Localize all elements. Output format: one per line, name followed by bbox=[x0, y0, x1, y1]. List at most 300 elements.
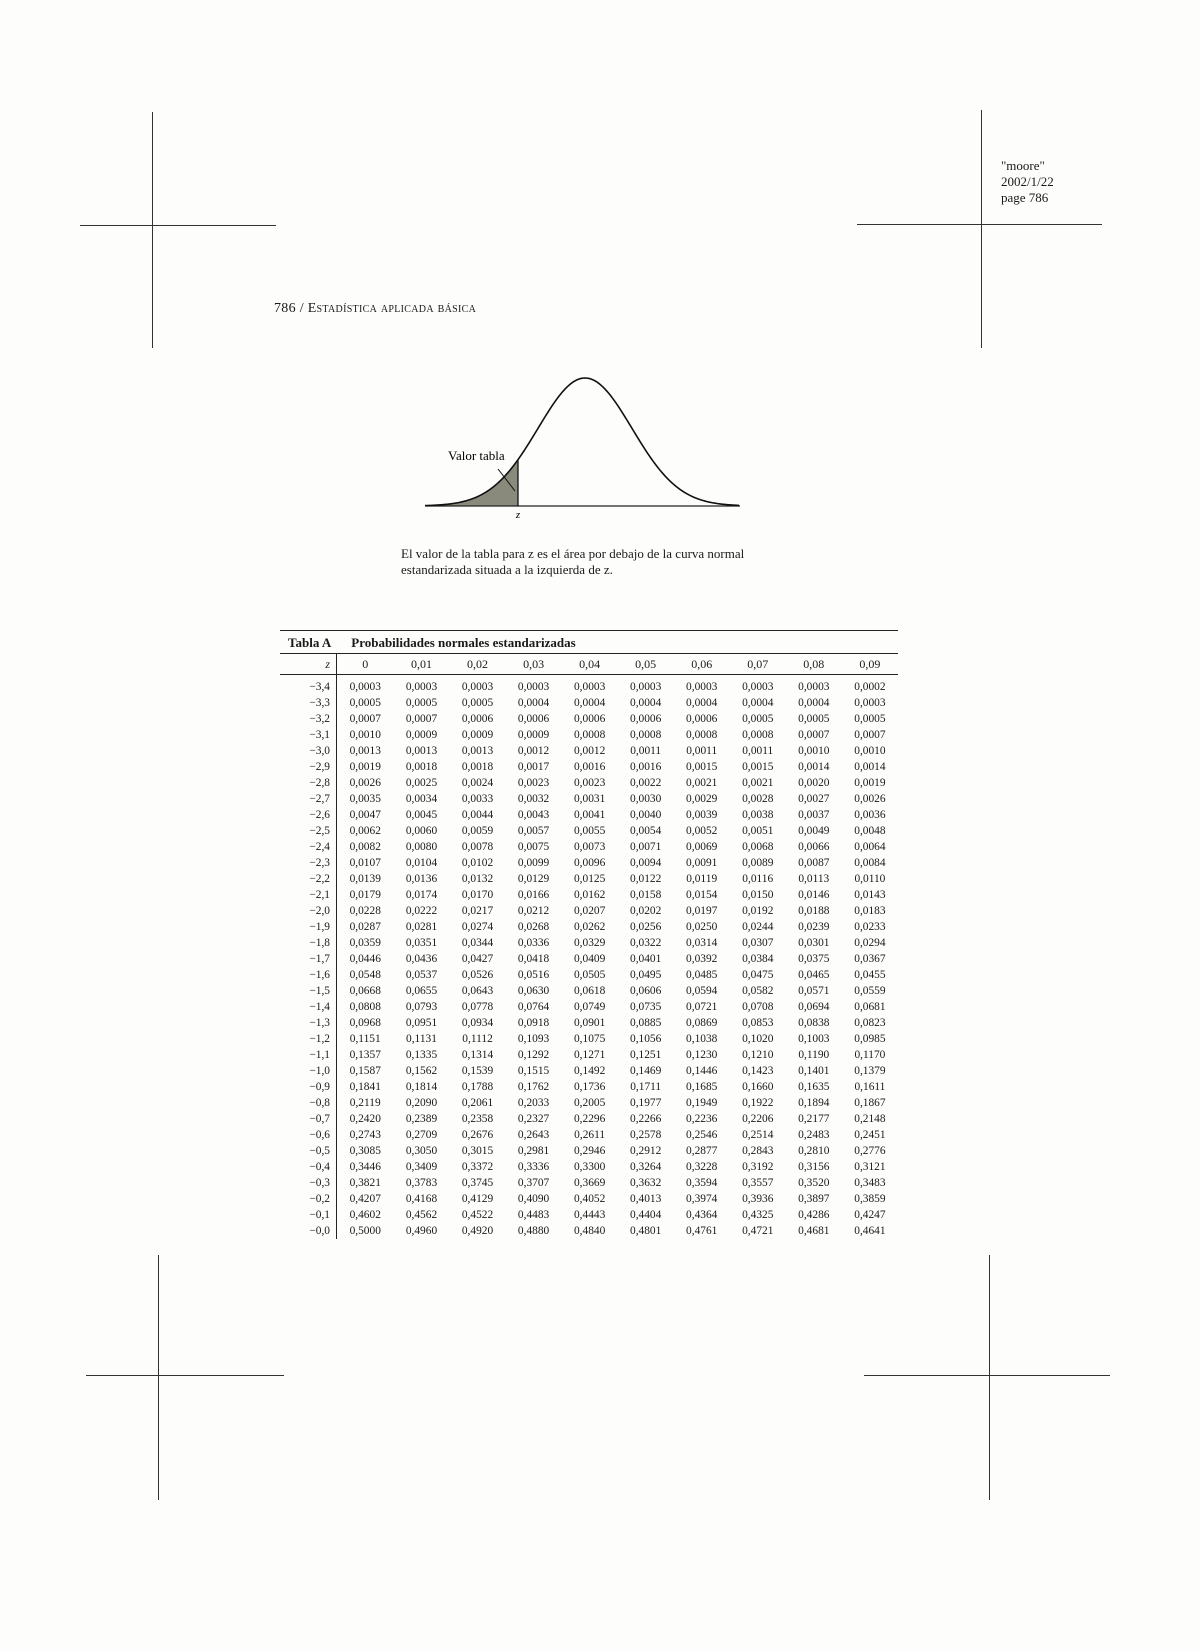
probability-cell: 0,0934 bbox=[461, 1017, 494, 1029]
probability-cell: 0,0212 bbox=[517, 905, 550, 917]
z-value-cell: −0,2 bbox=[280, 1191, 337, 1207]
probability-cell: 0,0749 bbox=[573, 1001, 606, 1013]
probability-cell: 0,0084 bbox=[854, 857, 886, 869]
probability-cell: 0,0009 bbox=[461, 729, 494, 741]
probability-cell: 0,4801 bbox=[630, 1225, 662, 1237]
probability-cell: 0,0119 bbox=[686, 873, 718, 885]
table-row bbox=[280, 1207, 898, 1223]
probability-cell: 0,1867 bbox=[854, 1097, 886, 1109]
probability-cell: 0,0643 bbox=[461, 985, 494, 997]
probability-cell: 0,1841 bbox=[349, 1081, 381, 1093]
probability-cell: 0,0059 bbox=[461, 825, 494, 837]
book-title: Estadística aplicada básica bbox=[307, 301, 477, 316]
probability-cell: 0,0630 bbox=[517, 985, 550, 997]
probability-cell: 0,0256 bbox=[630, 921, 662, 933]
probability-cell: 0,0132 bbox=[461, 873, 494, 885]
probability-cell: 0,0071 bbox=[630, 841, 662, 853]
probability-cell: 0,0009 bbox=[405, 729, 438, 741]
probability-cell: 0,4562 bbox=[405, 1209, 438, 1221]
probability-cell: 0,0122 bbox=[630, 873, 662, 885]
probability-cell: 0,0036 bbox=[854, 809, 886, 821]
probability-cell: 0,0239 bbox=[798, 921, 830, 933]
probability-cell: 0,1492 bbox=[573, 1065, 606, 1077]
probability-cell: 0,0010 bbox=[854, 745, 886, 757]
table-row bbox=[280, 727, 898, 743]
probability-cell: 0,1922 bbox=[742, 1097, 774, 1109]
crop-mark-bottom-left-horizontal bbox=[86, 1375, 284, 1376]
probability-cell: 0,1357 bbox=[349, 1049, 381, 1061]
z-value-cell: −2,4 bbox=[280, 839, 337, 855]
probability-cell: 0,0113 bbox=[798, 873, 830, 885]
probability-cell: 0,0026 bbox=[349, 777, 381, 789]
z-value-cell: −0,5 bbox=[280, 1143, 337, 1159]
probability-cell: 0,2611 bbox=[574, 1129, 606, 1141]
probability-cell: 0,1515 bbox=[517, 1065, 550, 1077]
probability-cell: 0,0005 bbox=[742, 713, 774, 725]
probability-cell: 0,0375 bbox=[798, 953, 830, 965]
probability-cell: 0,0951 bbox=[405, 1017, 438, 1029]
probability-cell: 0,0060 bbox=[405, 825, 438, 837]
probability-cell: 0,3483 bbox=[854, 1177, 886, 1189]
probability-cell: 0,0003 bbox=[517, 681, 550, 693]
probability-cell: 0,4052 bbox=[573, 1193, 606, 1205]
probability-cell: 0,1271 bbox=[573, 1049, 606, 1061]
probability-cell: 0,0003 bbox=[573, 681, 606, 693]
probability-cell: 0,3783 bbox=[405, 1177, 438, 1189]
probability-cell: 0,0495 bbox=[630, 969, 662, 981]
probability-cell: 0,2810 bbox=[798, 1145, 830, 1157]
probability-cell: 0,0003 bbox=[854, 697, 886, 709]
probability-cell: 0,0035 bbox=[349, 793, 381, 805]
probability-cell: 0,0018 bbox=[405, 761, 438, 773]
probability-cell: 0,0853 bbox=[742, 1017, 774, 1029]
probability-cell: 0,4840 bbox=[573, 1225, 606, 1237]
probability-cell: 0,4129 bbox=[461, 1193, 494, 1205]
z-value-cell: −3,0 bbox=[280, 743, 337, 759]
probability-cell: 0,2327 bbox=[517, 1113, 550, 1125]
table-label: Tabla A bbox=[288, 635, 332, 650]
probability-cell: 0,3192 bbox=[742, 1161, 774, 1173]
column-header: 0,01 bbox=[393, 654, 449, 675]
probability-cell: 0,3594 bbox=[686, 1177, 718, 1189]
z-value-cell: −0,3 bbox=[280, 1175, 337, 1191]
probability-cell: 0,0002 bbox=[854, 681, 886, 693]
probability-cell: 0,0020 bbox=[798, 777, 830, 789]
z-value-cell: −3,2 bbox=[280, 711, 337, 727]
z-value-cell: −2,8 bbox=[280, 775, 337, 791]
probability-cell: 0,0052 bbox=[686, 825, 718, 837]
probability-cell: 0,0401 bbox=[630, 953, 662, 965]
probability-cell: 0,2946 bbox=[573, 1145, 606, 1157]
probability-cell: 0,0019 bbox=[854, 777, 886, 789]
table-row bbox=[280, 1175, 898, 1191]
column-header: 0,06 bbox=[674, 654, 730, 675]
probability-cell: 0,4681 bbox=[798, 1225, 830, 1237]
probability-cell: 0,0158 bbox=[630, 889, 662, 901]
column-header: 0,09 bbox=[842, 654, 898, 675]
probability-cell: 0,3669 bbox=[573, 1177, 606, 1189]
probability-cell: 0,0606 bbox=[630, 985, 662, 997]
probability-cell: 0,0024 bbox=[461, 777, 494, 789]
probability-cell: 0,4404 bbox=[630, 1209, 662, 1221]
probability-cell: 0,4090 bbox=[517, 1193, 550, 1205]
probability-cell: 0,0329 bbox=[573, 937, 606, 949]
probability-cell: 0,0322 bbox=[630, 937, 662, 949]
probability-cell: 0,2033 bbox=[517, 1097, 550, 1109]
table-row bbox=[280, 855, 898, 871]
probability-cell: 0,0021 bbox=[742, 777, 774, 789]
z-value-cell: −1,2 bbox=[280, 1031, 337, 1047]
z-value-cell: −2,1 bbox=[280, 887, 337, 903]
probability-cell: 0,0054 bbox=[630, 825, 662, 837]
table-row bbox=[280, 903, 898, 919]
probability-cell: 0,0008 bbox=[573, 729, 606, 741]
table-row bbox=[280, 1159, 898, 1175]
table-row bbox=[280, 823, 898, 839]
probability-cell: 0,0013 bbox=[405, 745, 438, 757]
probability-cell: 0,2119 bbox=[349, 1097, 381, 1109]
probability-cell: 0,0004 bbox=[573, 697, 606, 709]
probability-cell: 0,0294 bbox=[854, 937, 886, 949]
z-value-cell: −1,6 bbox=[280, 967, 337, 983]
probability-cell: 0,0047 bbox=[349, 809, 381, 821]
probability-cell: 0,0022 bbox=[630, 777, 662, 789]
probability-cell: 0,0010 bbox=[798, 745, 830, 757]
probability-cell: 0,0027 bbox=[798, 793, 830, 805]
probability-cell: 0,0222 bbox=[405, 905, 438, 917]
table-row bbox=[280, 999, 898, 1015]
probability-cell: 0,0446 bbox=[349, 953, 381, 965]
probability-cell: 0,0040 bbox=[630, 809, 662, 821]
probability-cell: 0,1038 bbox=[686, 1033, 718, 1045]
probability-cell: 0,2776 bbox=[854, 1145, 886, 1157]
table-row bbox=[280, 807, 898, 823]
probability-cell: 0,1230 bbox=[686, 1049, 718, 1061]
probability-cell: 0,0004 bbox=[742, 697, 774, 709]
probability-cell: 0,2358 bbox=[461, 1113, 494, 1125]
probability-cell: 0,1814 bbox=[405, 1081, 438, 1093]
probability-cell: 0,0045 bbox=[405, 809, 438, 821]
column-header: 0,03 bbox=[506, 654, 562, 675]
probability-cell: 0,0034 bbox=[405, 793, 438, 805]
probability-cell: 0,0009 bbox=[517, 729, 550, 741]
probability-cell: 0,0043 bbox=[517, 809, 550, 821]
probability-cell: 0,0006 bbox=[461, 713, 494, 725]
table-row bbox=[280, 951, 898, 967]
column-header: 0,02 bbox=[450, 654, 506, 675]
probability-cell: 0,0028 bbox=[742, 793, 774, 805]
probability-cell: 0,1379 bbox=[854, 1065, 886, 1077]
probability-cell: 0,0274 bbox=[461, 921, 494, 933]
z-axis-label: z bbox=[515, 509, 521, 520]
probability-cell: 0,0436 bbox=[405, 953, 438, 965]
normal-curve bbox=[425, 378, 739, 506]
probability-cell: 0,3372 bbox=[461, 1161, 494, 1173]
probability-cell: 0,2981 bbox=[517, 1145, 550, 1157]
probability-cell: 0,4207 bbox=[349, 1193, 381, 1205]
probability-cell: 0,0129 bbox=[517, 873, 550, 885]
probability-cell: 0,0016 bbox=[630, 761, 662, 773]
z-value-cell: −1,7 bbox=[280, 951, 337, 967]
figure-caption: El valor de la tabla para z es el área por debajo de la curva normal estandarizada situada a la izquierda de z. bbox=[401, 546, 745, 577]
normal-curve-svg bbox=[420, 370, 750, 520]
table-row bbox=[280, 775, 898, 791]
print-metadata bbox=[1001, 158, 1054, 206]
table-title bbox=[280, 631, 898, 653]
probability-cell: 0,4443 bbox=[573, 1209, 606, 1221]
probability-cell: 0,0526 bbox=[461, 969, 494, 981]
probability-cell: 0,5000 bbox=[349, 1225, 381, 1237]
probability-cell: 0,1401 bbox=[798, 1065, 830, 1077]
probability-cell: 0,1736 bbox=[573, 1081, 606, 1093]
table-row bbox=[280, 711, 898, 727]
column-header: 0,05 bbox=[618, 654, 674, 675]
table-row bbox=[280, 871, 898, 887]
table-row bbox=[280, 1191, 898, 1207]
probability-cell: 0,0559 bbox=[854, 985, 886, 997]
probability-cell: 0,2296 bbox=[573, 1113, 606, 1125]
probability-cell: 0,0183 bbox=[854, 905, 886, 917]
z-value-cell: −2,9 bbox=[280, 759, 337, 775]
probability-cell: 0,0143 bbox=[854, 889, 886, 901]
probability-cell: 0,0023 bbox=[517, 777, 550, 789]
probability-cell: 0,4247 bbox=[854, 1209, 886, 1221]
probability-table bbox=[280, 630, 898, 1239]
probability-cell: 0,0018 bbox=[461, 761, 494, 773]
probability-cell: 0,0192 bbox=[742, 905, 774, 917]
probability-cell: 0,0281 bbox=[405, 921, 438, 933]
probability-cell: 0,0003 bbox=[349, 681, 381, 693]
probability-cell: 0,0136 bbox=[405, 873, 438, 885]
probability-cell: 0,0150 bbox=[742, 889, 774, 901]
z-value-cell: −1,0 bbox=[280, 1063, 337, 1079]
z-value-cell: −0,9 bbox=[280, 1079, 337, 1095]
table-row bbox=[280, 1031, 898, 1047]
probability-cell: 0,0516 bbox=[517, 969, 550, 981]
table-row bbox=[280, 791, 898, 807]
table-caption: Probabilidades normales estandarizadas bbox=[351, 635, 576, 650]
probability-cell: 0,4761 bbox=[686, 1225, 718, 1237]
probability-cell: 0,0021 bbox=[686, 777, 718, 789]
probability-cell: 0,0102 bbox=[461, 857, 494, 869]
z-value-cell: −1,9 bbox=[280, 919, 337, 935]
probability-cell: 0,4920 bbox=[461, 1225, 494, 1237]
probability-cell: 0,0838 bbox=[798, 1017, 830, 1029]
z-value-cell: −0,4 bbox=[280, 1159, 337, 1175]
probability-cell: 0,0475 bbox=[742, 969, 774, 981]
z-value-cell: −1,4 bbox=[280, 999, 337, 1015]
z-table bbox=[280, 653, 898, 1239]
probability-cell: 0,2709 bbox=[405, 1129, 438, 1141]
probability-cell: 0,1762 bbox=[517, 1081, 550, 1093]
probability-cell: 0,0091 bbox=[686, 857, 718, 869]
probability-cell: 0,0007 bbox=[349, 713, 381, 725]
table-row bbox=[280, 1047, 898, 1063]
probability-cell: 0,0116 bbox=[742, 873, 774, 885]
probability-cell: 0,2451 bbox=[854, 1129, 886, 1141]
probability-cell: 0,1469 bbox=[630, 1065, 662, 1077]
probability-cell: 0,2236 bbox=[686, 1113, 718, 1125]
probability-cell: 0,0099 bbox=[517, 857, 550, 869]
crop-mark-bottom-left-vertical bbox=[158, 1255, 159, 1500]
probability-cell: 0,0014 bbox=[798, 761, 830, 773]
table-row bbox=[280, 759, 898, 775]
z-value-cell: −0,8 bbox=[280, 1095, 337, 1111]
probability-cell: 0,1562 bbox=[405, 1065, 438, 1077]
z-value-cell: −2,2 bbox=[280, 871, 337, 887]
probability-cell: 0,3936 bbox=[742, 1193, 774, 1205]
probability-cell: 0,1539 bbox=[461, 1065, 494, 1077]
probability-cell: 0,0005 bbox=[349, 697, 381, 709]
column-header: 0,04 bbox=[562, 654, 618, 675]
probability-cell: 0,0154 bbox=[686, 889, 718, 901]
probability-cell: 0,2912 bbox=[630, 1145, 662, 1157]
probability-cell: 0,0427 bbox=[461, 953, 494, 965]
probability-cell: 0,3085 bbox=[349, 1145, 381, 1157]
probability-cell: 0,3050 bbox=[405, 1145, 438, 1157]
probability-cell: 0,2643 bbox=[517, 1129, 550, 1141]
probability-cell: 0,0044 bbox=[461, 809, 494, 821]
table-header-row bbox=[280, 654, 898, 675]
probability-cell: 0,0016 bbox=[573, 761, 606, 773]
probability-cell: 0,3897 bbox=[798, 1193, 830, 1205]
probability-cell: 0,1292 bbox=[517, 1049, 550, 1061]
probability-cell: 0,0548 bbox=[349, 969, 381, 981]
probability-cell: 0,0019 bbox=[349, 761, 381, 773]
probability-cell: 0,0146 bbox=[798, 889, 830, 901]
probability-cell: 0,1611 bbox=[854, 1081, 886, 1093]
probability-cell: 0,0004 bbox=[686, 697, 718, 709]
probability-cell: 0,1587 bbox=[349, 1065, 381, 1077]
probability-cell: 0,0985 bbox=[854, 1033, 886, 1045]
z-value-cell: −0,0 bbox=[280, 1223, 337, 1239]
probability-cell: 0,0885 bbox=[630, 1017, 662, 1029]
probability-cell: 0,0008 bbox=[686, 729, 718, 741]
probability-cell: 0,0096 bbox=[573, 857, 606, 869]
probability-cell: 0,1056 bbox=[630, 1033, 662, 1045]
probability-cell: 0,0681 bbox=[854, 1001, 886, 1013]
probability-cell: 0,2061 bbox=[461, 1097, 494, 1109]
probability-cell: 0,0808 bbox=[349, 1001, 381, 1013]
probability-cell: 0,4602 bbox=[349, 1209, 381, 1221]
probability-cell: 0,0012 bbox=[517, 745, 550, 757]
z-value-cell: −3,1 bbox=[280, 727, 337, 743]
probability-cell: 0,0004 bbox=[517, 697, 550, 709]
meta-line: page 786 bbox=[1001, 190, 1049, 205]
probability-cell: 0,0008 bbox=[630, 729, 662, 741]
probability-cell: 0,3446 bbox=[349, 1161, 381, 1173]
probability-cell: 0,0455 bbox=[854, 969, 886, 981]
probability-cell: 0,0005 bbox=[798, 713, 830, 725]
meta-line: "moore" bbox=[1001, 158, 1045, 173]
probability-cell: 0,1210 bbox=[742, 1049, 774, 1061]
probability-cell: 0,0793 bbox=[405, 1001, 438, 1013]
probability-cell: 0,1788 bbox=[461, 1081, 494, 1093]
table-row bbox=[280, 675, 898, 696]
probability-cell: 0,0006 bbox=[517, 713, 550, 725]
probability-cell: 0,0618 bbox=[573, 985, 606, 997]
crop-mark-bottom-right-horizontal bbox=[864, 1375, 1110, 1376]
probability-cell: 0,2743 bbox=[349, 1129, 381, 1141]
probability-cell: 0,0064 bbox=[854, 841, 886, 853]
probability-cell: 0,0485 bbox=[686, 969, 718, 981]
probability-cell: 0,0104 bbox=[405, 857, 438, 869]
probability-cell: 0,4286 bbox=[798, 1209, 830, 1221]
z-value-cell: −2,7 bbox=[280, 791, 337, 807]
probability-cell: 0,2843 bbox=[742, 1145, 774, 1157]
probability-cell: 0,4880 bbox=[517, 1225, 550, 1237]
probability-cell: 0,0003 bbox=[405, 681, 438, 693]
probability-cell: 0,0166 bbox=[517, 889, 550, 901]
probability-cell: 0,0571 bbox=[798, 985, 830, 997]
probability-cell: 0,0082 bbox=[349, 841, 381, 853]
probability-cell: 0,3156 bbox=[798, 1161, 830, 1173]
probability-cell: 0,2090 bbox=[405, 1097, 438, 1109]
probability-cell: 0,0003 bbox=[742, 681, 774, 693]
probability-cell: 0,0048 bbox=[854, 825, 886, 837]
z-value-cell: −0,7 bbox=[280, 1111, 337, 1127]
probability-cell: 0,1112 bbox=[462, 1033, 493, 1045]
probability-cell: 0,2676 bbox=[461, 1129, 494, 1141]
probability-cell: 0,0202 bbox=[630, 905, 662, 917]
probability-cell: 0,0075 bbox=[517, 841, 550, 853]
probability-cell: 0,0089 bbox=[742, 857, 774, 869]
probability-cell: 0,2005 bbox=[573, 1097, 606, 1109]
probability-cell: 0,0006 bbox=[573, 713, 606, 725]
probability-cell: 0,1949 bbox=[686, 1097, 718, 1109]
z-value-cell: −2,0 bbox=[280, 903, 337, 919]
probability-cell: 0,0015 bbox=[686, 761, 718, 773]
probability-cell: 0,0359 bbox=[349, 937, 381, 949]
probability-cell: 0,0367 bbox=[854, 953, 886, 965]
probability-cell: 0,0735 bbox=[630, 1001, 662, 1013]
probability-cell: 0,0708 bbox=[742, 1001, 774, 1013]
probability-cell: 0,0594 bbox=[686, 985, 718, 997]
probability-cell: 0,1003 bbox=[798, 1033, 830, 1045]
crop-mark-top-right-vertical bbox=[981, 110, 982, 348]
table-row bbox=[280, 887, 898, 903]
probability-cell: 0,0032 bbox=[517, 793, 550, 805]
table-body bbox=[280, 675, 898, 1240]
probability-cell: 0,4721 bbox=[742, 1225, 774, 1237]
normal-curve-figure bbox=[420, 370, 750, 525]
probability-cell: 0,1314 bbox=[461, 1049, 494, 1061]
z-value-cell: −1,5 bbox=[280, 983, 337, 999]
probability-cell: 0,1075 bbox=[573, 1033, 606, 1045]
column-header: 0,08 bbox=[786, 654, 842, 675]
probability-cell: 0,2148 bbox=[854, 1113, 886, 1125]
crop-mark-top-left-horizontal bbox=[80, 225, 276, 226]
probability-cell: 0,1170 bbox=[854, 1049, 886, 1061]
z-column-header: z bbox=[280, 654, 337, 675]
probability-cell: 0,0351 bbox=[405, 937, 438, 949]
table-row bbox=[280, 935, 898, 951]
probability-cell: 0,3520 bbox=[798, 1177, 830, 1189]
probability-cell: 0,3745 bbox=[461, 1177, 494, 1189]
table-row bbox=[280, 839, 898, 855]
table-row bbox=[280, 1127, 898, 1143]
z-value-cell: −2,5 bbox=[280, 823, 337, 839]
probability-cell: 0,0314 bbox=[686, 937, 718, 949]
probability-cell: 0,0005 bbox=[405, 697, 438, 709]
probability-cell: 0,0582 bbox=[742, 985, 774, 997]
probability-cell: 0,3228 bbox=[686, 1161, 718, 1173]
probability-cell: 0,0244 bbox=[742, 921, 774, 933]
column-header: 0,07 bbox=[730, 654, 786, 675]
probability-cell: 0,4960 bbox=[405, 1225, 438, 1237]
probability-cell: 0,0006 bbox=[630, 713, 662, 725]
probability-cell: 0,0039 bbox=[686, 809, 718, 821]
